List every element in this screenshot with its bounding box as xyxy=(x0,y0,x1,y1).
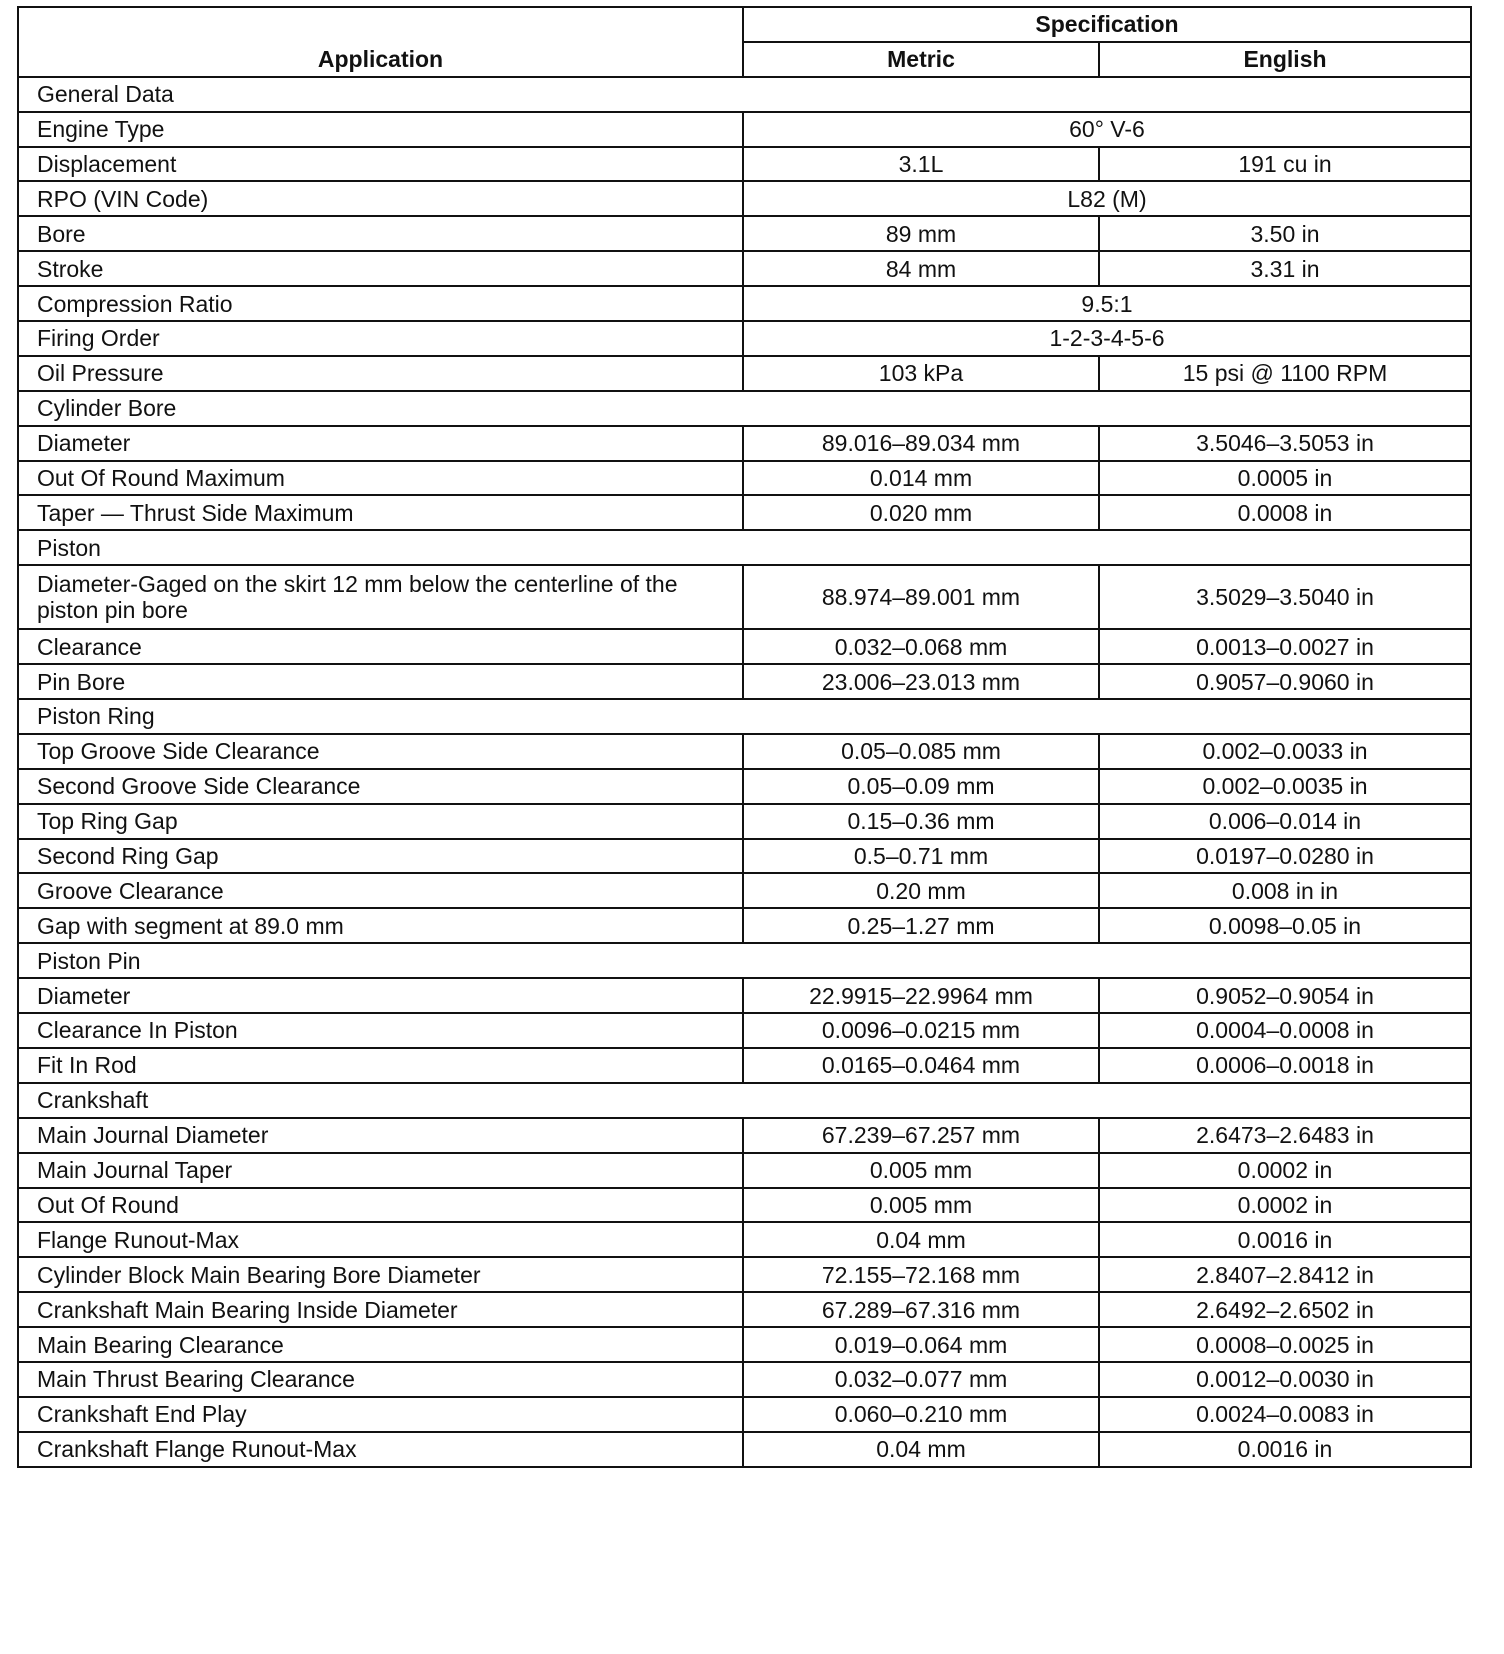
application-cell: Main Journal Taper xyxy=(18,1153,743,1188)
table-row xyxy=(18,1397,1471,1432)
metric-cell: 0.020 mm xyxy=(743,495,1099,530)
english-header: English xyxy=(1099,42,1471,77)
table-row xyxy=(18,1188,1471,1223)
english-cell: 0.0013–0.0027 in xyxy=(1099,629,1471,664)
section-row xyxy=(18,943,1471,978)
metric-cell: 0.04 mm xyxy=(743,1222,1099,1257)
english-cell: 0.006–0.014 in xyxy=(1099,804,1471,839)
section-row xyxy=(18,699,1471,734)
english-cell: 0.002–0.0033 in xyxy=(1099,734,1471,769)
metric-cell: 72.155–72.168 mm xyxy=(743,1257,1099,1292)
section-title: Crankshaft xyxy=(18,1083,1471,1118)
application-cell: Crankshaft Flange Runout-Max xyxy=(18,1432,743,1467)
application-cell: Main Bearing Clearance xyxy=(18,1327,743,1362)
application-cell: Main Journal Diameter xyxy=(18,1118,743,1153)
metric-cell: 0.5–0.71 mm xyxy=(743,839,1099,874)
table-row xyxy=(18,1013,1471,1048)
table-header xyxy=(18,7,1471,77)
metric-cell: 89.016–89.034 mm xyxy=(743,426,1099,461)
section-title: General Data xyxy=(18,77,1471,112)
section-row xyxy=(18,1083,1471,1118)
application-cell: Groove Clearance xyxy=(18,873,743,908)
application-cell: Oil Pressure xyxy=(18,356,743,391)
metric-cell: 0.032–0.068 mm xyxy=(743,629,1099,664)
application-cell: Second Groove Side Clearance xyxy=(18,769,743,804)
english-cell: 0.0197–0.0280 in xyxy=(1099,839,1471,874)
table-row xyxy=(18,978,1471,1013)
table-row xyxy=(18,1432,1471,1467)
section-title: Cylinder Bore xyxy=(18,391,1471,426)
application-cell: Cylinder Block Main Bearing Bore Diameter xyxy=(18,1257,743,1292)
section-row xyxy=(18,530,1471,565)
table-row xyxy=(18,1222,1471,1257)
english-cell: 0.0016 in xyxy=(1099,1222,1471,1257)
application-cell: Out Of Round xyxy=(18,1188,743,1223)
table-row xyxy=(18,112,1471,147)
metric-cell: 0.15–0.36 mm xyxy=(743,804,1099,839)
table-row xyxy=(18,216,1471,251)
metric-cell: 0.05–0.085 mm xyxy=(743,734,1099,769)
application-cell: RPO (VIN Code) xyxy=(18,181,743,216)
english-cell: 0.0005 in xyxy=(1099,461,1471,496)
metric-cell: 0.0096–0.0215 mm xyxy=(743,1013,1099,1048)
application-cell: Out Of Round Maximum xyxy=(18,461,743,496)
metric-cell: 0.0165–0.0464 mm xyxy=(743,1048,1099,1083)
english-cell: 2.6473–2.6483 in xyxy=(1099,1118,1471,1153)
application-cell: Main Thrust Bearing Clearance xyxy=(18,1362,743,1397)
metric-cell: 23.006–23.013 mm xyxy=(743,664,1099,699)
metric-cell: 103 kPa xyxy=(743,356,1099,391)
table-row xyxy=(18,356,1471,391)
table-row xyxy=(18,286,1471,321)
english-cell: 3.50 in xyxy=(1099,216,1471,251)
section-row xyxy=(18,77,1471,112)
english-cell: 3.5046–3.5053 in xyxy=(1099,426,1471,461)
application-cell: Crankshaft End Play xyxy=(18,1397,743,1432)
application-cell: Firing Order xyxy=(18,321,743,356)
english-cell: 0.0002 in xyxy=(1099,1188,1471,1223)
application-cell: Clearance In Piston xyxy=(18,1013,743,1048)
metric-cell: 0.04 mm xyxy=(743,1432,1099,1467)
metric-cell: 0.005 mm xyxy=(743,1188,1099,1223)
english-cell: 0.9052–0.9054 in xyxy=(1099,978,1471,1013)
application-cell: Taper — Thrust Side Maximum xyxy=(18,495,743,530)
table-row xyxy=(18,495,1471,530)
application-cell: Diameter-Gaged on the skirt 12 mm below the centerline of the piston pin bore xyxy=(18,565,743,629)
specification-header: Specification xyxy=(743,7,1471,42)
english-cell: 3.5029–3.5040 in xyxy=(1099,565,1471,629)
application-cell: Clearance xyxy=(18,629,743,664)
application-header: Application xyxy=(18,7,743,77)
english-cell: 0.008 in in xyxy=(1099,873,1471,908)
table-row xyxy=(18,664,1471,699)
application-cell: Flange Runout-Max xyxy=(18,1222,743,1257)
application-cell: Diameter xyxy=(18,978,743,1013)
metric-cell: 84 mm xyxy=(743,251,1099,286)
table-row xyxy=(18,908,1471,943)
table-row xyxy=(18,734,1471,769)
english-cell: 0.0098–0.05 in xyxy=(1099,908,1471,943)
application-cell: Compression Ratio xyxy=(18,286,743,321)
metric-cell: 0.05–0.09 mm xyxy=(743,769,1099,804)
english-cell: 0.0006–0.0018 in xyxy=(1099,1048,1471,1083)
table-row xyxy=(18,1257,1471,1292)
application-cell: Crankshaft Main Bearing Inside Diameter xyxy=(18,1292,743,1327)
english-cell: 2.6492–2.6502 in xyxy=(1099,1292,1471,1327)
english-cell: 191 cu in xyxy=(1099,147,1471,182)
table-row xyxy=(18,181,1471,216)
section-title: Piston Pin xyxy=(18,943,1471,978)
application-cell: Top Groove Side Clearance xyxy=(18,734,743,769)
metric-cell: 0.25–1.27 mm xyxy=(743,908,1099,943)
application-cell: Diameter xyxy=(18,426,743,461)
table-row xyxy=(18,251,1471,286)
application-cell: Pin Bore xyxy=(18,664,743,699)
metric-cell: 67.289–67.316 mm xyxy=(743,1292,1099,1327)
metric-cell: 89 mm xyxy=(743,216,1099,251)
metric-cell: 22.9915–22.9964 mm xyxy=(743,978,1099,1013)
metric-header: Metric xyxy=(743,42,1099,77)
table-row xyxy=(18,426,1471,461)
specification-table xyxy=(17,6,1472,1468)
table-row xyxy=(18,873,1471,908)
english-cell: 0.002–0.0035 in xyxy=(1099,769,1471,804)
spec-value-cell: L82 (M) xyxy=(743,181,1471,216)
spec-value-cell: 1-2-3-4-5-6 xyxy=(743,321,1471,356)
application-cell: Displacement xyxy=(18,147,743,182)
english-cell: 3.31 in xyxy=(1099,251,1471,286)
table-row xyxy=(18,629,1471,664)
application-cell: Second Ring Gap xyxy=(18,839,743,874)
spec-value-cell: 60° V-6 xyxy=(743,112,1471,147)
table-row xyxy=(18,839,1471,874)
application-cell: Top Ring Gap xyxy=(18,804,743,839)
metric-cell: 88.974–89.001 mm xyxy=(743,565,1099,629)
english-cell: 0.0008–0.0025 in xyxy=(1099,1327,1471,1362)
metric-cell: 67.239–67.257 mm xyxy=(743,1118,1099,1153)
table-row xyxy=(18,147,1471,182)
spec-value-cell: 9.5:1 xyxy=(743,286,1471,321)
english-cell: 0.0012–0.0030 in xyxy=(1099,1362,1471,1397)
metric-cell: 0.005 mm xyxy=(743,1153,1099,1188)
application-cell: Bore xyxy=(18,216,743,251)
application-cell: Gap with segment at 89.0 mm xyxy=(18,908,743,943)
section-row xyxy=(18,391,1471,426)
english-cell: 2.8407–2.8412 in xyxy=(1099,1257,1471,1292)
english-cell: 0.9057–0.9060 in xyxy=(1099,664,1471,699)
table-row xyxy=(18,1153,1471,1188)
table-row xyxy=(18,321,1471,356)
english-cell: 0.0004–0.0008 in xyxy=(1099,1013,1471,1048)
table-row xyxy=(18,769,1471,804)
table-body xyxy=(18,77,1471,1467)
english-cell: 0.0008 in xyxy=(1099,495,1471,530)
metric-cell: 0.019–0.064 mm xyxy=(743,1327,1099,1362)
table-row xyxy=(18,1292,1471,1327)
metric-cell: 0.20 mm xyxy=(743,873,1099,908)
metric-cell: 0.014 mm xyxy=(743,461,1099,496)
application-cell: Stroke xyxy=(18,251,743,286)
section-title: Piston xyxy=(18,530,1471,565)
english-cell: 0.0016 in xyxy=(1099,1432,1471,1467)
english-cell: 0.0002 in xyxy=(1099,1153,1471,1188)
table-row xyxy=(18,461,1471,496)
table-row xyxy=(18,1362,1471,1397)
application-cell: Fit In Rod xyxy=(18,1048,743,1083)
table-row xyxy=(18,1118,1471,1153)
table-row xyxy=(18,565,1471,629)
table-row xyxy=(18,1048,1471,1083)
application-cell: Engine Type xyxy=(18,112,743,147)
table-row xyxy=(18,804,1471,839)
metric-cell: 3.1L xyxy=(743,147,1099,182)
metric-cell: 0.060–0.210 mm xyxy=(743,1397,1099,1432)
table-row xyxy=(18,1327,1471,1362)
english-cell: 15 psi @ 1100 RPM xyxy=(1099,356,1471,391)
section-title: Piston Ring xyxy=(18,699,1471,734)
metric-cell: 0.032–0.077 mm xyxy=(743,1362,1099,1397)
english-cell: 0.0024–0.0083 in xyxy=(1099,1397,1471,1432)
